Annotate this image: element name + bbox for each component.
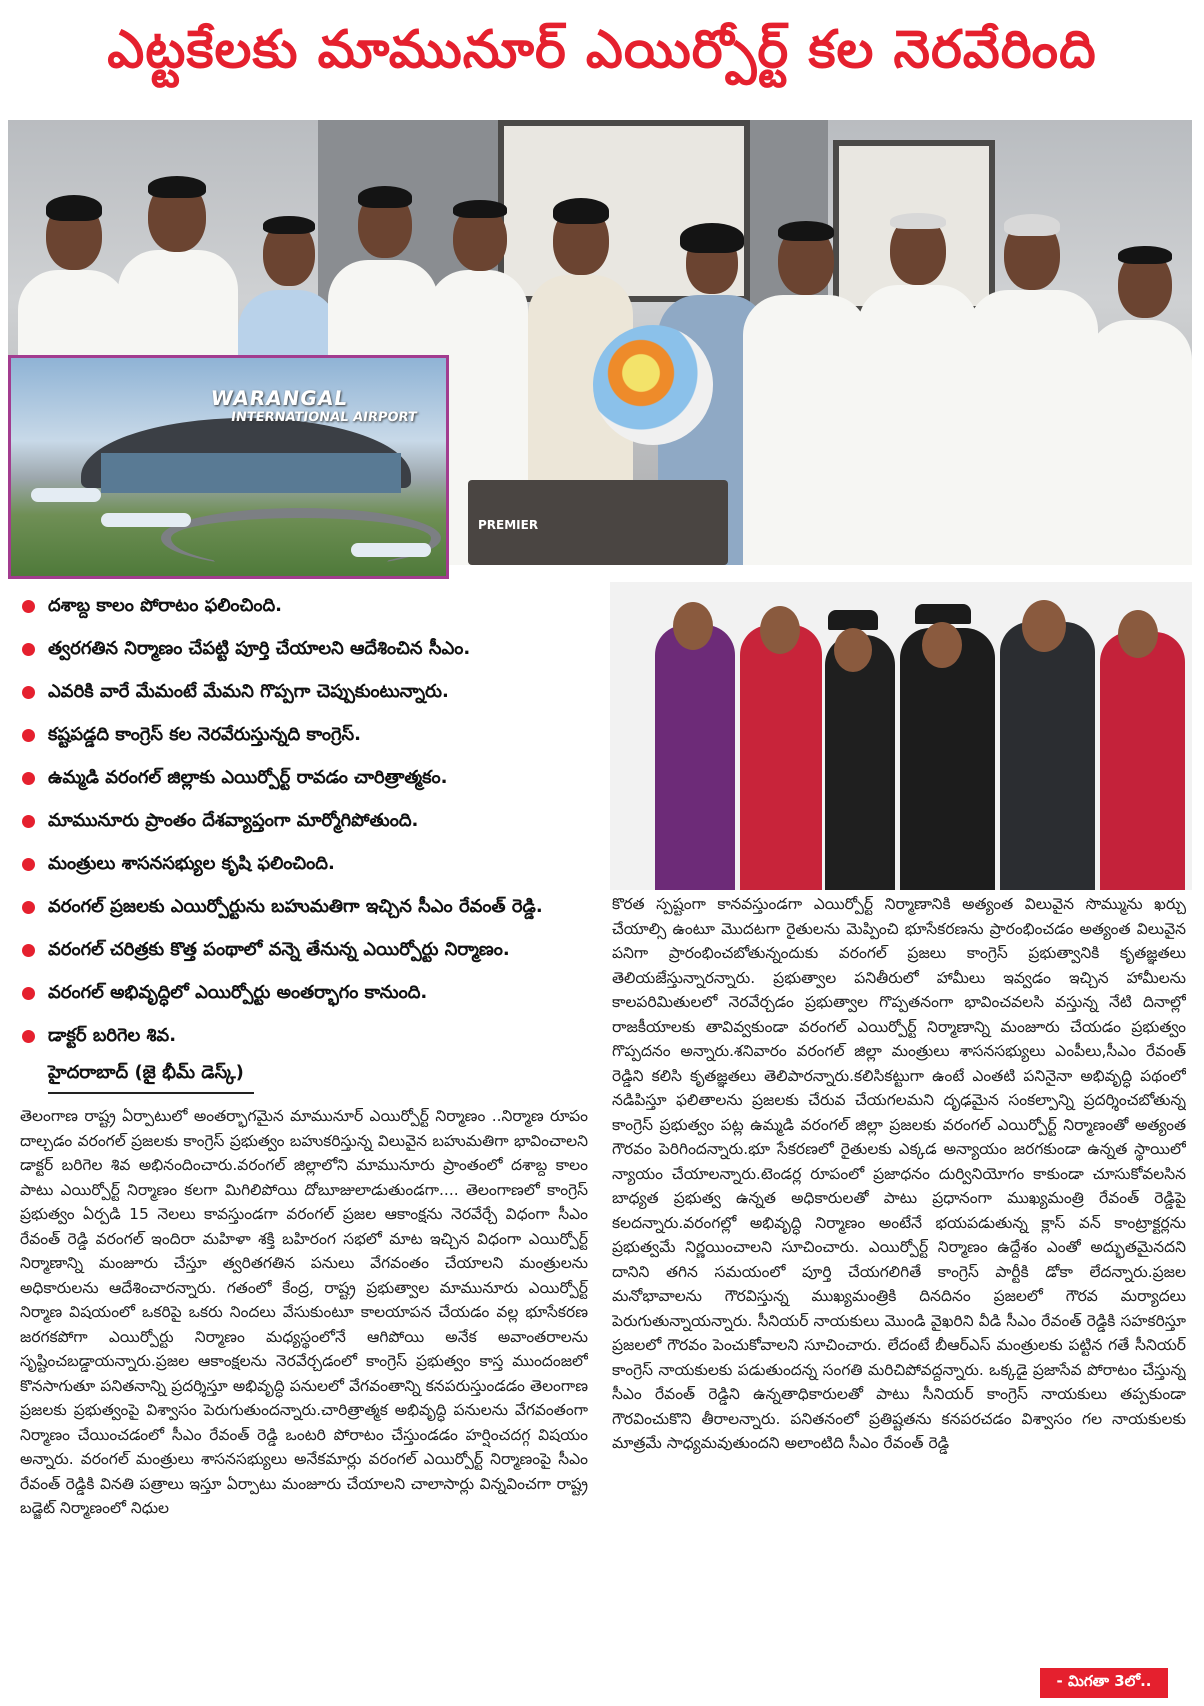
bullet-item: దశాబ్ద కాలం పోరాటం ఫలించింది. bbox=[20, 592, 600, 635]
bullet-dot-icon bbox=[22, 729, 35, 742]
crew-face bbox=[922, 622, 962, 668]
bullet-item: మామునూరు ప్రాంతం దేశవ్యాప్తంగా మార్మోగిపోతుంది. bbox=[20, 807, 600, 850]
airport-illustration bbox=[8, 355, 449, 579]
plane-icon bbox=[351, 543, 431, 557]
headline: ఎట్టకేలకు మామునూర్ ఎయిర్పోర్ట్ కల నెరవేరింది bbox=[107, 19, 1097, 80]
crew-member bbox=[1000, 622, 1095, 890]
crew-face bbox=[673, 602, 713, 650]
crew-face bbox=[834, 628, 872, 672]
pilot-cap bbox=[828, 610, 878, 630]
plane-icon bbox=[101, 513, 191, 527]
bullet-item: వరంగల్ చరిత్రకు కొత్త పంథాలో వన్నె తేనున్న ఎయిర్పోర్టు నిర్మాణం. bbox=[20, 936, 600, 979]
bullet-item: ఎవరికి వారే మేమంటే మేమని గొప్పగా చెప్పుకుంటున్నారు. bbox=[20, 678, 600, 721]
crew-face bbox=[1022, 600, 1066, 652]
crew-member bbox=[825, 635, 895, 890]
plane-icon bbox=[31, 488, 101, 502]
continued-label: - మిగతా 3లో.. bbox=[1040, 1668, 1168, 1698]
bullet-item: వరంగల్ అభివృద్ధిలో ఎయిర్పోర్టు అంతర్భాగం కానుంది. bbox=[20, 979, 600, 1022]
bullet-item: డాక్టర్ బరిగెల శివ. bbox=[20, 1022, 600, 1065]
bullet-item: వరంగల్ ప్రజలకు ఎయిర్పోర్టును బహుమతిగా ఇచ్చిన సీఎం రేవంత్ రెడ్డి. bbox=[20, 893, 600, 936]
bullet-dot-icon bbox=[22, 1030, 35, 1043]
airport-sign: WARANGAL bbox=[209, 386, 350, 410]
road bbox=[161, 508, 441, 568]
bullet-dot-icon bbox=[22, 686, 35, 699]
crew-member bbox=[655, 625, 735, 890]
bullet-dot-icon bbox=[22, 643, 35, 656]
bullet-dot-icon bbox=[22, 600, 35, 613]
byline: హైదరాబాద్ (జై భీమ్ డెస్క్) bbox=[48, 1062, 244, 1083]
article-body-right: కొరత స్పష్టంగా కానవస్తుండగా ఎయిర్పోర్ట్ నిర్మాణానికి అత్యంత విలువైన సొమ్మును ఖర్చు చేయాల్సి ఉంటూ మొదటగా రైతులను మెప్పించి భూసేకరణను ప్రారంభించడం అత్యంత విలువైన పనిగా ప్రారంభించబోతున్నందుకు వరంగల్ ప్రజలు కాంగ్రెస్ ప్రభుత్వానికి కృతజ్ఞతలు తెలియజేస్తున్నారన్నారు. ప్రభుత్వాల పనితీరులో హామీలు ఇవ్వడం ఇచ్చిన హామీలను కాలపరిమితులలో నెరవేర్చడం ప్రభుత్వాల గొప్పతనంగా భావించవలసి వస్తున్న నేటి దినాల్లో రాజకీయాలకు తావివ్వకుండా వరంగల్ ఎయిర్పోర్ట్ నిర్మాణాన్ని మంజూరు చేయడం ప్రభుత్వం గొప్పదనం అన్నారు.శనివారం వరంగల్ జిల్లా మంత్రులు శాసనసభ్యులు ఎంపీలు,సీఎం రేవంత్ రెడ్డిని కలిసి కృతజ్ఞతలు తెలిపారన్నారు.కలిసికట్టుగా ఉంటే ఎంతటి పనినైనా అభివృద్ధి పథంలో నడిపిస్తూ ఫలితాలను ప్రజలకు చేరువ చేయగలమని దృఢమైన సంకల్పాన్ని ప్రదర్శించబోతున్న కాంగ్రెస్ ప్రభుత్వం పట్ల ఉమ్మడి వరంగల్ జిల్లా ప్రజలకు వరంగల్ ఎయిర్పోర్ట్ నిర్మాణంతో అత్యంత గౌరవం పెరిగిందన్నారు.భూ సేకరణలో రైతులకు ఎక్కడ అన్యాయం జరగకుండా ఉన్నత స్థాయిలో న్యాయం చేయాలన్నారు.టెండర్ల రూపంలో ప్రజాధనం దుర్వినియోగం కాకుండా చూసుకోవలసిన బాధ్యత ప్రభుత్వ ఉన్నత అధికారులతో పాటు ప్రధానంగా ముఖ్యమంత్రి రేవంత్ రెడ్డిపై కలదన్నారు.వరంగల్లో అభివృద్ధి నిర్మాణం అంటేనే భయపడుతున్న క్లాస్ వన్ కాంట్రాక్టర్లను ప్రభుత్వమే నిర్ణయించాలని సూచించారు. ఎయిర్పోర్ట్ నిర్మాణం ఉద్దేశం ఎంతో అద్భుతమైనదని దానిని తగిన సమయంలో పూర్తి చేయగలిగితే కాంగ్రెస్ పార్టీకి డోకా లేదన్నారు.ప్రజల మనోభావాలను గౌరవిస్తున్న ముఖ్యమంత్రికి దినదినం ప్రజలలో గౌరవ మర్యాదలు పెరుగుతున్నాయన్నారు. సీనియర్ నాయకులు మొండి వైఖరిని వీడి సీఎం రేవంత్ రెడ్డికి సహకరిస్తూ ప్రజలలో గౌరవం పెంచుకోవాలని సూచించారు. లేదంటే బీఆర్ఎస్ మంత్రులకు పట్టిన గతే సీనియర్ కాంగ్రెస్ నాయకులకు పడుతుందన్న సంగతి మరిచిపోవద్దన్నారు. ఒక్కడై ప్రజాసేవ పోరాటం చేస్తున్న సీఎం రేవంత్ రెడ్డిని ఉన్నతాధికారులతో పాటు సీనియర్ కాంగ్రెస్ నాయకులు తప్పకుండా గౌరవించుకొని తీరాలన్నారు. పనితనంలో ప్రతిష్టతను కనపరచడం విశ్వాసం గల నాయకులకు మాత్రమే సాధ్యమవుతుందని అలాంటిది సీఎం రేవంత్ రెడ్డి bbox=[612, 895, 1186, 1452]
bullet-item: మంత్రులు శాసనసభ్యుల కృషి ఫలించింది. bbox=[20, 850, 600, 893]
bullet-dot-icon bbox=[22, 858, 35, 871]
flower-bouquet bbox=[593, 325, 713, 445]
crew-member bbox=[740, 625, 822, 890]
bullet-dot-icon bbox=[22, 772, 35, 785]
key-points-list bbox=[20, 592, 600, 1065]
bullet-dot-icon bbox=[22, 815, 35, 828]
pilot-cap bbox=[915, 604, 971, 624]
byline-underline bbox=[48, 1092, 254, 1094]
crew-member bbox=[1100, 632, 1185, 890]
bullet-dot-icon bbox=[22, 901, 35, 914]
crew-face bbox=[1118, 610, 1158, 658]
airport-sign-subtitle: INTERNATIONAL AIRPORT bbox=[229, 410, 418, 425]
bullet-dot-icon bbox=[22, 987, 35, 1000]
bullet-item: త్వరగతిన నిర్మాణం చేపట్టి పూర్తి చేయాలని ఆదేశించిన సీఎం. bbox=[20, 635, 600, 678]
airline-crew-photo bbox=[610, 582, 1192, 890]
bullet-item: కష్టపడ్డది కాంగ్రెస్ కల నెరవేరుస్తున్నది కాంగ్రెస్. bbox=[20, 721, 600, 764]
crew-member bbox=[900, 628, 995, 890]
desk-label: PREMIER bbox=[478, 518, 539, 532]
article-body-left: తెలంగాణ రాష్ట్ర ఏర్పాటులో అంతర్భాగమైన మామునూర్ ఎయిర్పోర్ట్ నిర్మాణం ..నిర్మాణ రూపం దాల్చడం వరంగల్ ప్రజలకు కాంగ్రెస్ ప్రభుత్వం బహుకరిస్తున్న విలువైన బహుమతిగా భావించాలని డాక్టర్ బరిగెల శివ అభినందించారు.వరంగల్ జిల్లాలోని మామునూరు ప్రాంతంలో దశాబ్ద కాలం పాటు ఎయిర్పోర్ట్ నిర్మాణం కలగా మిగిలిపోయి దోబూజులాడుతుండగా.... తెలంగాణలో కాంగ్రెస్ ప్రభుత్వం ఏర్పడి 15 నెలలు కావస్తుండగా వరంగల్ ప్రజల ఆకాంక్షను నెరవేర్చే విధంగా సీఎం రేవంత్ రెడ్డి వరంగల్ ఇందిరా మహిళా శక్తి బహిరంగ సభలో మాట ఇచ్చిన విధంగా ఎయిర్పోర్ట్ నిర్మాణాన్ని మంజూరు చేస్తూ త్వరితగతిన పనులు వేగవంతం చేయాలని మంత్రులను అధికారులను ఆదేశించారన్నారు. గతంలో కేంద్ర, రాష్ట్ర ప్రభుత్వాల మామునూరు ఎయిర్పోర్ట్ నిర్మాణ విషయంలో ఒకరిపై ఒకరు నిందలు వేసుకుంటూ కాలయాపన చేయడం వల్ల భూసేకరణ జరగకపోగా ఎయిర్పోర్టు నిర్మాణం మధ్యస్థంలోనే ఆగిపోయి అనేక అవాంతరాలను సృష్టించబడ్డాయన్నారు.ప్రజల ఆకాంక్షలను నెరవేర్చడంలో కాంగ్రెస్ ప్రభుత్వం కాస్త ముందంజలో కొనసాగుతూ పనితనాన్ని ప్రదర్శిస్తూ అభివృద్ధి పనులలో వేగవంతాన్ని కనపరుస్తుండడం తెలంగాణ ప్రజలకు ప్రభుత్వంపై విశ్వాసం పెరుగుతుందన్నారు.చారిత్రాత్మక అభివృద్ధి పనులను వేగవంతంగా నిర్మాణం చేయించడంలో సీఎం రేవంత్ రెడ్డి ఒంటరి పోరాటం చేస్తుండడం హర్షించదగ్గ విషయం అన్నారు. వరంగల్ మంత్రులు శాసనసభ్యులు అనేకమార్లు వరంగల్ ఎయిర్పోర్ట్ నిర్మాణంపై సీఎం రేవంత్ రెడ్డికి వినతి పత్రాలు ఇస్తూ ఏర్పాటు మంజూరు చేయాలని చాలాసార్లు విన్నవించగా రాష్ట్ర బడ్జెట్ నిర్మాణంలో నిధుల bbox=[20, 1107, 588, 1517]
crew-face bbox=[760, 606, 800, 654]
terminal-glass bbox=[101, 453, 401, 493]
bullet-dot-icon bbox=[22, 944, 35, 957]
bullet-item: ఉమ్మడి వరంగల్ జిల్లాకు ఎయిర్పోర్ట్ రావడం చారిత్రాత్మకం. bbox=[20, 764, 600, 807]
